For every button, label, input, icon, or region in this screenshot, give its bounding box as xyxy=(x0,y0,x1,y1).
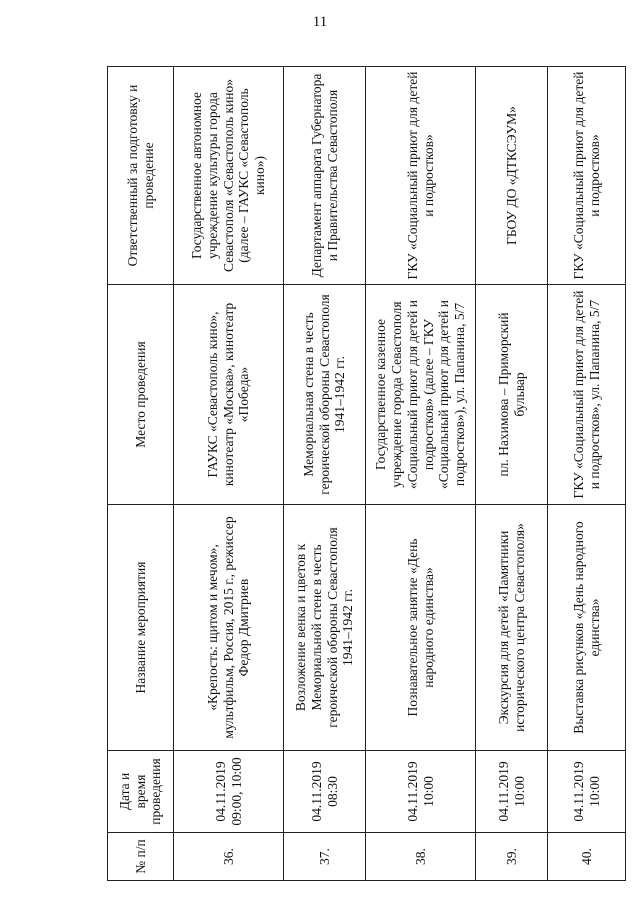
events-table xyxy=(107,66,626,881)
table-row xyxy=(284,67,366,881)
cell-place: Государственное казенное учреждение города Севастополя «Социальный приют для детей и подростков» (далее – ГКУ «Социальный приют для детей и подростков»), ул. Папанина, 5/7 xyxy=(366,285,476,505)
header-place: Место проведения xyxy=(108,285,174,505)
cell-responsible: ГКУ «Социальный приют для детей и подростков» xyxy=(548,67,626,285)
header-num: № п/п xyxy=(108,833,174,881)
cell-name: «Крепость: щитом и мечом», мультфильм, Россия, 2015 г., режиссер Федор Дмитриев xyxy=(174,505,284,751)
cell-place: ГАУКС «Севастополь кино», кинотеатр «Москва», кинотеатр «Победа» xyxy=(174,285,284,505)
header-date: Дата и время проведения xyxy=(108,751,174,833)
cell-name: Экскурсия для детей «Памятники исторического центра Севастополя» xyxy=(476,505,548,751)
cell-responsible: ГБОУ ДО «ДТКСЭУМ» xyxy=(476,67,548,285)
cell-num: 36. xyxy=(174,833,284,881)
cell-date: 04.11.2019 10:00 xyxy=(476,751,548,833)
table-row xyxy=(476,67,548,881)
cell-place: ГКУ «Социальный приют для детей и подростков», ул. Папанина, 5/7 xyxy=(548,285,626,505)
cell-num: 39. xyxy=(476,833,548,881)
cell-date: 04.11.2019 08:30 xyxy=(284,751,366,833)
cell-responsible: Государственное автономное учреждение культуры города Севастополя «Севастополь кино» (далее – ГАУКС «Севастополь кино») xyxy=(174,67,284,285)
events-table-rotated xyxy=(107,67,625,881)
table-row xyxy=(548,67,626,881)
cell-num: 40. xyxy=(548,833,626,881)
cell-name: Выставка рисунков «День народного единства» xyxy=(548,505,626,751)
page-number: 11 xyxy=(312,14,328,30)
cell-place: пл. Нахимова – Приморский бульвар xyxy=(476,285,548,505)
header-responsible: Ответственный за подготовку и проведение xyxy=(108,67,174,285)
cell-date: 04.11.2019 09:00, 10:00 xyxy=(174,751,284,833)
cell-date: 04.11.2019 10:00 xyxy=(548,751,626,833)
events-table-wrapper xyxy=(107,67,625,881)
cell-num: 37. xyxy=(284,833,366,881)
cell-name: Возложение венка и цветов к Мемориальной стене в честь героической обороны Севастополя 1941–1942 гг. xyxy=(284,505,366,751)
header-name: Название мероприятия xyxy=(108,505,174,751)
cell-responsible: Департамент аппарата Губернатора и Правительства Севастополя xyxy=(284,67,366,285)
cell-responsible: ГКУ «Социальный приют для детей и подростков» xyxy=(366,67,476,285)
table-row xyxy=(366,67,476,881)
table-row xyxy=(174,67,284,881)
table-header-row xyxy=(108,67,174,881)
cell-num: 38. xyxy=(366,833,476,881)
cell-name: Познавательное занятие «День народного единства» xyxy=(366,505,476,751)
cell-place: Мемориальная стена в честь героической обороны Севастополя 1941–1942 гг. xyxy=(284,285,366,505)
cell-date: 04.11.2019 10:00 xyxy=(366,751,476,833)
